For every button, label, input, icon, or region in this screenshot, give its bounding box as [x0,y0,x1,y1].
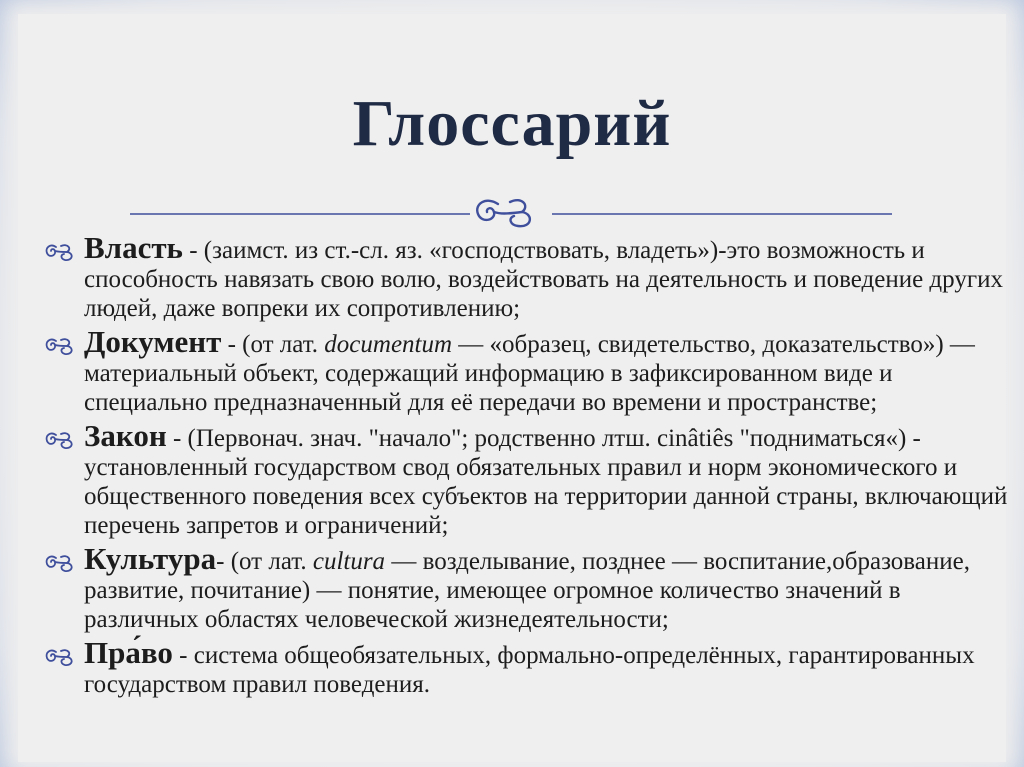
separator: - [221,331,243,358]
definition [84,237,1003,322]
glossary-entry-vlast [44,230,1016,323]
swirl-bullet-icon [44,335,78,355]
ornament-divider [130,192,892,232]
definition-text: (от лат. [242,331,325,358]
definition-text: (Первонач. знач. "начало"; родственно лтш. cinâtiês "подниматься«) - установленный государством свод обязательных правил и норм экономического и общественного поведения всех субъектов на территории данной страны, включающий перечень запретов и ограничений; [84,425,1008,539]
term: Культура [84,541,217,576]
separator: - [182,237,204,264]
term: Пра́во [84,635,173,670]
separator: - [216,548,231,575]
swirl-bullet-icon [44,552,78,572]
separator: - [172,642,194,669]
swirl-ornament-icon [477,200,530,226]
page-title: Глоссарий [352,87,672,160]
glossary-list [44,230,1016,703]
definition-text: — возделывание, позднее — воспитание,образование, развитие, почитание) — понятие, имеющее огромное количество значений в различных областях человеческой жизнедеятельности; [84,548,970,633]
swirl-bullet-icon [44,241,78,261]
glossary-entry-pravo [44,635,1016,699]
definition-text: система общеобязательных, формально-определённых, гарантированных государством правил поведения. [84,642,975,698]
term: Власть [84,230,183,265]
glossary-entry-zakon [44,418,1016,540]
glossary-entry-kultura [44,541,1016,634]
glossary-entry-dokument [44,324,1016,417]
definition [84,425,1007,539]
definition-text: (от лат. [230,548,313,575]
swirl-bullet-icon [44,646,78,666]
separator: - [166,425,188,452]
definition-text: (заимст. из ст.-сл. яз. «господствовать, владеть»)-это возможность и способность навязать свою волю, воздействовать на деятельность и поведение других людей, даже вопреки их сопротивлению; [84,237,1003,322]
term: Закон [84,418,167,453]
definition-text: — «образец, свидетельство, доказательство») — материальный объект, содержащий информацию в зафиксированном виде и специально предназначенный для её передачи во времени и пространстве; [84,331,975,416]
definition-latin: documentum [324,331,453,358]
definition-latin: cultura [312,548,386,575]
definition [84,642,975,698]
swirl-bullet-icon [44,429,78,449]
term: Документ [84,324,222,359]
